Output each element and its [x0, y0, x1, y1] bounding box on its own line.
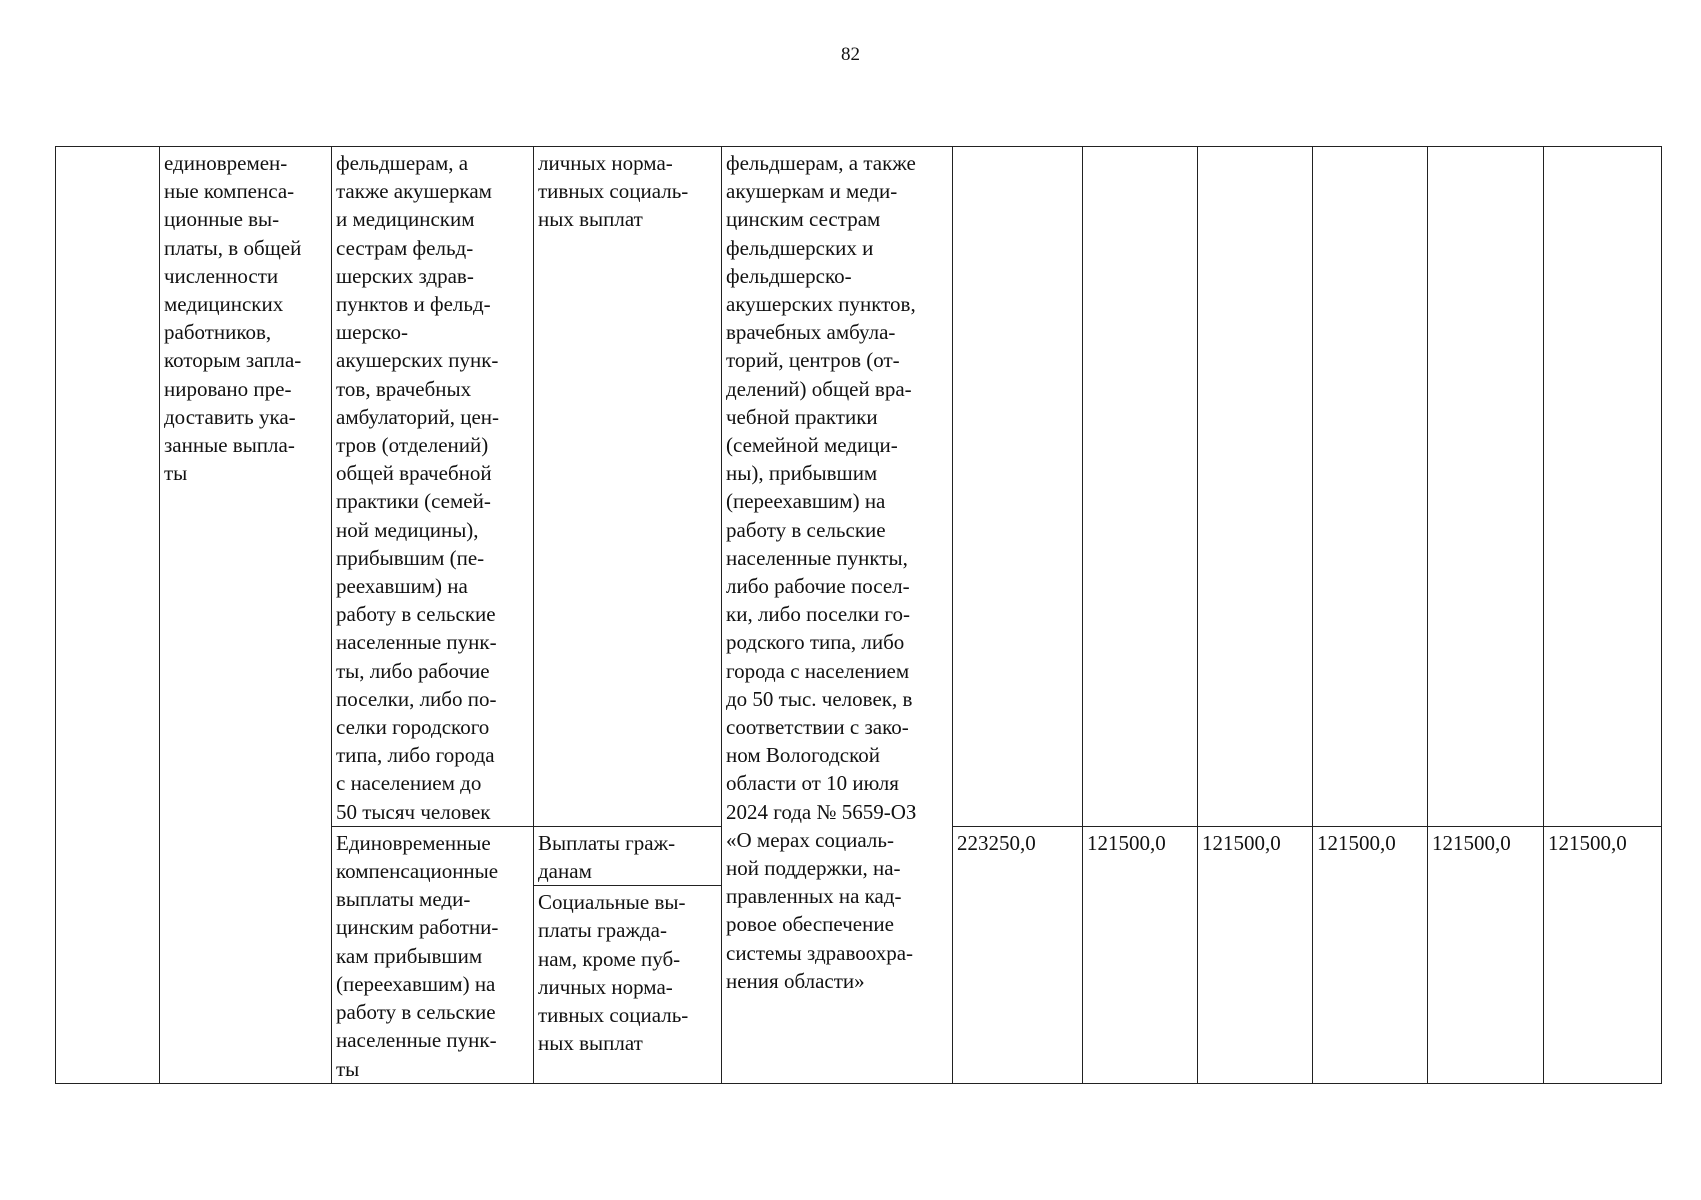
text-line: кам прибывшим	[336, 943, 483, 968]
legal-basis-cell	[722, 147, 953, 1084]
text-line: 50 тысяч человек	[336, 799, 491, 824]
text-line: (переехавшим) на	[336, 971, 496, 996]
text-line: работу в сельские	[726, 517, 886, 542]
text-line: сестрам фельд-	[336, 235, 474, 260]
expense-type-cell	[534, 826, 722, 885]
expense-type-cell	[534, 886, 722, 1084]
text-line: платы гражда-	[538, 918, 667, 943]
amount-cell-empty	[953, 147, 1083, 827]
text-line: работу в сельские	[336, 602, 496, 627]
text-line: соответствии с зако-	[726, 715, 909, 740]
amount-cell: 121500,0	[1083, 826, 1198, 1083]
text-line: ты	[164, 461, 188, 486]
text-line: нам, кроме пуб-	[538, 946, 681, 971]
text-line: личных норма-	[538, 974, 673, 999]
budget-table	[55, 146, 1662, 1084]
text-line: чебной практики	[726, 404, 878, 429]
text-line: (семейной медици-	[726, 433, 898, 458]
text-line: ты, либо рабочие	[336, 658, 490, 683]
text-line: ной поддержки, на-	[726, 856, 901, 881]
text-line: населенные пунк-	[336, 1028, 497, 1053]
text-line: с населением до	[336, 771, 482, 796]
text-line: Социальные вы-	[538, 890, 686, 915]
text-line: тов, врачебных	[336, 376, 472, 401]
text-line: фельдшерам, а также	[726, 151, 916, 175]
text-line: реехавшим) на	[336, 574, 468, 599]
text-line: типа, либо города	[336, 743, 495, 768]
text-line: ные компенса-	[164, 179, 295, 204]
text-line: компенсационные	[336, 859, 499, 884]
amount-cell: 121500,0	[1428, 826, 1544, 1083]
text-line: тивных социаль-	[538, 1003, 689, 1028]
text-line: данам	[538, 859, 592, 884]
text-line: акушерских пунктов,	[726, 292, 916, 317]
amount-cell-empty	[1198, 147, 1313, 827]
amount-cell: 121500,0	[1544, 826, 1662, 1083]
row-number-cell	[56, 147, 160, 1084]
text-line: которым запла-	[164, 348, 302, 373]
text-line: доставить ука-	[164, 404, 296, 429]
text-line: населенные пункты,	[726, 545, 908, 570]
text-line: тивных социаль-	[538, 179, 689, 204]
expense-type-cell	[534, 147, 722, 827]
text-line: фельдшерских и	[726, 235, 874, 260]
text-line: «О мерах социаль-	[726, 827, 894, 852]
text-line: работу в сельские	[336, 1000, 496, 1025]
text-line: численности	[164, 263, 279, 288]
text-line: города с населением	[726, 658, 910, 683]
text-line: медицинских	[164, 292, 284, 317]
text-line: амбулаторий, цен-	[336, 404, 499, 429]
text-line: платы, в общей	[164, 235, 302, 260]
text-line: и медицинским	[336, 207, 475, 232]
text-line: области от 10 июля	[726, 771, 899, 796]
text-line: правленных на кад-	[726, 884, 902, 909]
text-line: пунктов и фельд-	[336, 292, 491, 317]
text-line: также акушеркам	[336, 179, 492, 204]
text-line: родского типа, либо	[726, 630, 905, 655]
text-line: врачебных амбула-	[726, 320, 896, 345]
text-line: шерско-	[336, 320, 408, 345]
text-line: цинским сестрам	[726, 207, 881, 232]
text-line: ты	[336, 1056, 360, 1081]
text-line: ном Вологодской	[726, 743, 880, 768]
text-line: до 50 тыс. человек, в	[726, 686, 913, 711]
text-line: прибывшим (пе-	[336, 545, 485, 570]
text-line: акушеркам и меди-	[726, 179, 898, 204]
text-line: занные выпла-	[164, 433, 295, 458]
text-line: тров (отделений)	[336, 433, 489, 458]
text-line: ных выплат	[538, 1031, 643, 1056]
text-line: общей врачебной	[336, 461, 492, 486]
text-line: торий, центров (от-	[726, 348, 900, 373]
text-line: личных норма-	[538, 151, 673, 175]
text-line: ной медицины),	[336, 517, 479, 542]
text-line: ки, либо поселки го-	[726, 602, 911, 627]
amount-cell: 121500,0	[1198, 826, 1313, 1083]
text-line: ровое обеспечение	[726, 912, 894, 937]
text-line: нировано пре-	[164, 376, 292, 401]
amount-cell-empty	[1083, 147, 1198, 827]
amount-cell: 223250,0	[953, 826, 1083, 1083]
text-line: фельдшерам, а	[336, 151, 469, 175]
amount-cell: 121500,0	[1313, 826, 1428, 1083]
text-line: делений) общей вра-	[726, 376, 912, 401]
text-line: работников,	[164, 320, 272, 345]
recipients-cell	[332, 147, 534, 827]
text-line: либо рабочие посел-	[726, 574, 910, 599]
amount-cell-empty	[1313, 147, 1428, 827]
amount-cell-empty	[1544, 147, 1662, 827]
text-line: единовремен-	[164, 151, 288, 175]
text-line: фельдшерско-	[726, 263, 852, 288]
text-line: системы здравоохра-	[726, 940, 914, 965]
text-line: выплаты меди-	[336, 887, 471, 912]
recipients-cell	[332, 826, 534, 1083]
page-number: 82	[841, 44, 860, 65]
text-line: цинским работни-	[336, 915, 499, 940]
text-line: селки городского	[336, 715, 490, 740]
amount-cell-empty	[1428, 147, 1544, 827]
text-line: Выплаты граж-	[538, 830, 676, 855]
text-line: 2024 года № 5659-ОЗ	[726, 799, 917, 824]
text-line: поселки, либо по-	[336, 686, 497, 711]
text-line: ны), прибывшим	[726, 461, 878, 486]
text-line: (переехавшим) на	[726, 489, 886, 514]
text-line: практики (семей-	[336, 489, 491, 514]
text-line: акушерских пунк-	[336, 348, 499, 373]
indicator-cell	[160, 147, 332, 1084]
text-line: Единовременные	[336, 830, 491, 855]
text-line: ционные вы-	[164, 207, 280, 232]
text-line: нения области»	[726, 968, 865, 993]
text-line: ных выплат	[538, 207, 643, 232]
text-line: населенные пунк-	[336, 630, 497, 655]
text-line: шерских здрав-	[336, 263, 474, 288]
